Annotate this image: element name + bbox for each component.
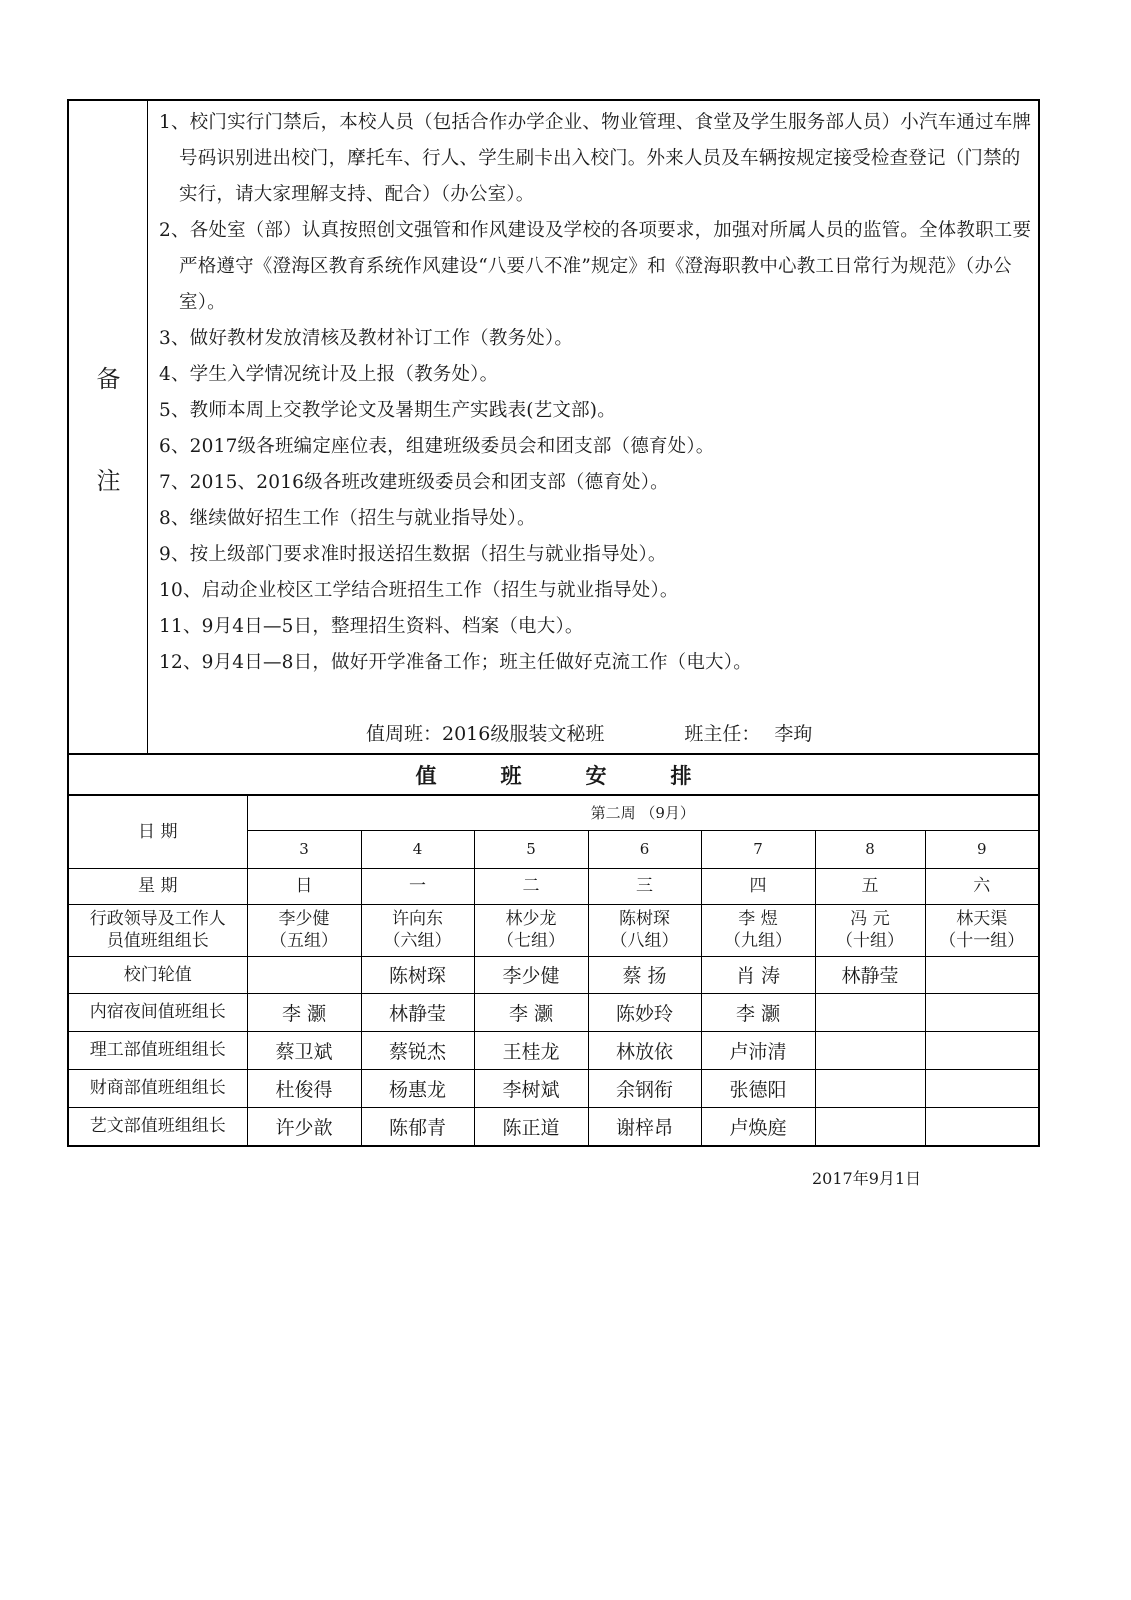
remarks-body bbox=[148, 101, 1038, 753]
table-row bbox=[69, 1069, 1038, 1107]
table-row bbox=[69, 868, 1038, 904]
table-row bbox=[69, 956, 1038, 993]
admin-cell bbox=[588, 904, 701, 956]
dorm-cell: 林静莹 bbox=[361, 993, 474, 1031]
science-cell bbox=[925, 1031, 1038, 1069]
remark-item: 10、启动企业校区工学结合班招生工作（招生与就业指导处）。 bbox=[159, 580, 679, 601]
weekday-cell: 二 bbox=[474, 868, 588, 904]
row-label-gate: 校门轮值 bbox=[69, 956, 247, 993]
weekday-cell: 一 bbox=[361, 868, 474, 904]
row-label-dorm: 内宿夜间值班组长 bbox=[69, 993, 247, 1031]
remark-item: 1、校门实行门禁后，本校人员（包括合作办学企业、物业管理、食堂及学生服务部人员）小汽车通过车牌号码识别进出校门，摩托车、行人、学生刷卡出入校门。外来人员及车辆按规定接受检查登记（门禁的实行，请大家理解支持、配合）（办公室）。 bbox=[159, 112, 1032, 205]
table-row bbox=[69, 1107, 1038, 1145]
finance-cell: 杜俊得 bbox=[247, 1069, 361, 1107]
dorm-cell: 陈妙玲 bbox=[588, 993, 701, 1031]
remark-item: 7、2015、2016级各班改建班级委员会和团支部（德育处）。 bbox=[159, 472, 669, 493]
remark-item: 6、2017级各班编定座位表，组建班级委员会和团支部（德育处）。 bbox=[159, 436, 715, 457]
arts-cell: 谢梓昂 bbox=[588, 1107, 701, 1145]
arts-cell: 卢焕庭 bbox=[701, 1107, 815, 1145]
admin-cell bbox=[361, 904, 474, 956]
head-teacher-label: 班主任： bbox=[684, 723, 761, 745]
duty-leader-name: 林天渠 bbox=[956, 909, 1008, 929]
duty-group: （十一组） bbox=[939, 931, 1025, 951]
weekday-cell: 日 bbox=[247, 868, 361, 904]
duty-leader-name: 冯 元 bbox=[850, 909, 890, 929]
date-cell: 8 bbox=[815, 830, 925, 868]
head-teacher-name: 李珣 bbox=[774, 723, 813, 745]
gate-cell: 肖 涛 bbox=[701, 956, 815, 993]
arts-cell: 许少歆 bbox=[247, 1107, 361, 1145]
footer-date: 2017年9月1日 bbox=[812, 1169, 922, 1188]
dorm-cell bbox=[815, 993, 925, 1031]
duty-group: （八组） bbox=[610, 931, 679, 951]
duty-group: （六组） bbox=[383, 931, 452, 951]
table-row bbox=[69, 1031, 1038, 1069]
remarks-label-top: 备 bbox=[96, 365, 121, 393]
remarks-section bbox=[69, 101, 1038, 755]
finance-cell: 杨惠龙 bbox=[361, 1069, 474, 1107]
finance-cell: 张德阳 bbox=[701, 1069, 815, 1107]
row-label-admin: 行政领导及工作人员值班组组长 bbox=[69, 904, 247, 956]
duty-leader-name: 李 煜 bbox=[738, 909, 778, 929]
date-label: 日 期 bbox=[69, 796, 247, 868]
dorm-cell: 李 灏 bbox=[701, 993, 815, 1031]
duty-leader-name: 许向东 bbox=[392, 909, 443, 929]
science-cell: 蔡锐杰 bbox=[361, 1031, 474, 1069]
finance-cell: 余钢衔 bbox=[588, 1069, 701, 1107]
weekday-cell: 五 bbox=[815, 868, 925, 904]
finance-cell bbox=[815, 1069, 925, 1107]
schedule-title-char: 安 bbox=[585, 762, 607, 788]
schedule-table bbox=[69, 796, 1038, 1145]
weekday-cell: 四 bbox=[701, 868, 815, 904]
remark-item: 3、做好教材发放清核及教材补订工作（教务处）。 bbox=[159, 328, 574, 349]
gate-cell: 林静莹 bbox=[815, 956, 925, 993]
table-row bbox=[69, 993, 1038, 1031]
date-cell: 6 bbox=[588, 830, 701, 868]
weekday-cell: 六 bbox=[925, 868, 1038, 904]
dorm-cell: 李 灏 bbox=[474, 993, 588, 1031]
duty-leader-name: 陈树琛 bbox=[619, 909, 670, 929]
science-cell: 林放依 bbox=[588, 1031, 701, 1069]
table-row bbox=[69, 904, 1038, 956]
gate-cell: 陈树琛 bbox=[361, 956, 474, 993]
schedule-title-char: 排 bbox=[670, 762, 692, 788]
admin-cell bbox=[247, 904, 361, 956]
date-cell: 5 bbox=[474, 830, 588, 868]
science-cell bbox=[815, 1031, 925, 1069]
week-label: 第二周 （9月） bbox=[247, 796, 1038, 830]
admin-cell bbox=[925, 904, 1038, 956]
arts-cell bbox=[815, 1107, 925, 1145]
gate-cell: 李少健 bbox=[474, 956, 588, 993]
arts-cell: 陈郁青 bbox=[361, 1107, 474, 1145]
remark-item: 8、继续做好招生工作（招生与就业指导处）。 bbox=[159, 508, 536, 529]
gate-cell: 蔡 扬 bbox=[588, 956, 701, 993]
finance-cell bbox=[925, 1069, 1038, 1107]
science-cell: 卢沛清 bbox=[701, 1031, 815, 1069]
dorm-cell: 李 灏 bbox=[247, 993, 361, 1031]
arts-cell bbox=[925, 1107, 1038, 1145]
date-cell: 4 bbox=[361, 830, 474, 868]
remark-item: 9、按上级部门要求准时报送招生数据（招生与就业指导处）。 bbox=[159, 544, 667, 565]
finance-cell: 李树斌 bbox=[474, 1069, 588, 1107]
duty-group: （十组） bbox=[836, 931, 904, 951]
duty-group: （九组） bbox=[724, 931, 792, 951]
duty-leader-name: 林少龙 bbox=[505, 909, 557, 929]
date-cell: 9 bbox=[925, 830, 1038, 868]
remark-item: 11、9月4日—5日，整理招生资料、档案（电大）。 bbox=[159, 616, 584, 637]
remark-item: 2、各处室（部）认真按照创文强管和作风建设及学校的各项要求，加强对所属人员的监管。全体教职工要严格遵守《澄海区教育系统作风建设“八要八不准”规定》和《澄海职教中心教工日常行为规范》（办公室）。 bbox=[159, 220, 1032, 313]
gate-cell bbox=[247, 956, 361, 993]
date-cell: 3 bbox=[247, 830, 361, 868]
notice-sheet bbox=[67, 99, 1040, 1147]
duty-class-label: 值周班：2016级服装文秘班 bbox=[366, 723, 605, 745]
remark-item: 5、教师本周上交教学论文及暑期生产实践表(艺文部)。 bbox=[159, 400, 616, 421]
row-label-arts: 艺文部值班组组长 bbox=[69, 1107, 247, 1145]
remark-item: 12、9月4日—8日，做好开学准备工作；班主任做好克流工作（电大）。 bbox=[159, 652, 752, 673]
weekday-label: 星 期 bbox=[69, 868, 247, 904]
schedule-title bbox=[69, 755, 1038, 796]
row-label-science: 理工部值班组组长 bbox=[69, 1031, 247, 1069]
date-cell: 7 bbox=[701, 830, 815, 868]
row-label-finance: 财商部值班组组长 bbox=[69, 1069, 247, 1107]
remark-item: 4、学生入学情况统计及上报（教务处）。 bbox=[159, 364, 499, 385]
admin-cell bbox=[815, 904, 925, 956]
science-cell: 蔡卫斌 bbox=[247, 1031, 361, 1069]
admin-cell bbox=[474, 904, 588, 956]
duty-group: （七组） bbox=[497, 931, 565, 951]
duty-group: （五组） bbox=[270, 931, 338, 951]
schedule-title-char: 班 bbox=[500, 762, 522, 788]
remarks-label-bottom: 注 bbox=[96, 467, 121, 495]
duty-leader-name: 李少健 bbox=[278, 909, 330, 929]
remarks-label bbox=[69, 101, 148, 753]
science-cell: 王桂龙 bbox=[474, 1031, 588, 1069]
schedule-title-char: 值 bbox=[415, 762, 437, 788]
gate-cell bbox=[925, 956, 1038, 993]
dorm-cell bbox=[925, 993, 1038, 1031]
table-row bbox=[69, 796, 1038, 830]
arts-cell: 陈正道 bbox=[474, 1107, 588, 1145]
duty-class-line bbox=[366, 719, 812, 749]
weekday-cell: 三 bbox=[588, 868, 701, 904]
admin-cell bbox=[701, 904, 815, 956]
